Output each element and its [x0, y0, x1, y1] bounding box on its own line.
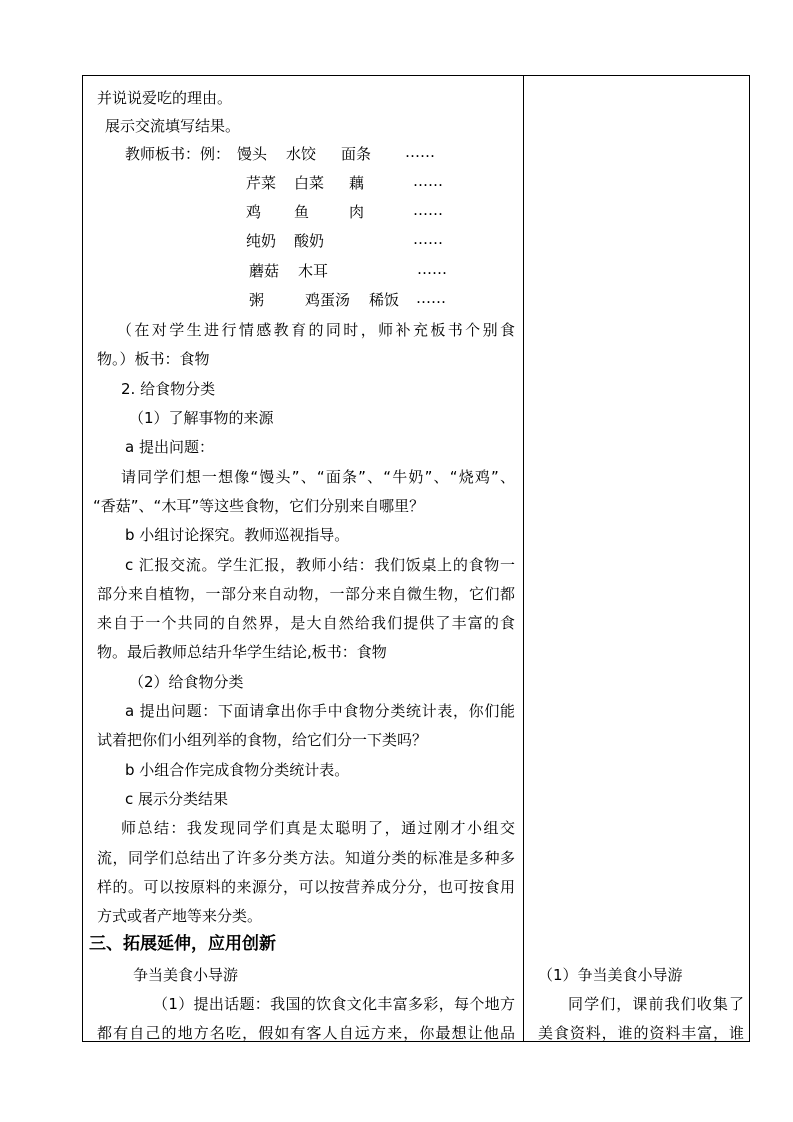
board-item: 蘑菇 [249, 262, 280, 280]
board-item: 鱼 [294, 203, 310, 221]
guide-title: 争当美食小导游 [133, 966, 239, 984]
summary-line: 师总结：我发现同学们真是太聪明了，通过刚才小组交 [121, 819, 515, 837]
step2-title: 2. 给食物分类 [121, 380, 216, 398]
show-result-line: c 展示分类结果 [125, 790, 229, 808]
lesson-plan-table [82, 75, 750, 1042]
board-item: 面条 [341, 145, 372, 163]
board-item: 水饺 [286, 145, 317, 163]
board-item: 肉 [349, 203, 365, 221]
topic-line: （1）提出话题：我国的饮食文化丰富多彩，每个地方 [153, 995, 515, 1013]
right-line: 同学们，课前我们收集了 [568, 995, 744, 1013]
board-label: 教师板书：例： [125, 145, 231, 163]
note-line: 物。）板书：食物 [97, 350, 210, 368]
summary-line: 样的。可以按原料的来源分，可以按营养成分分，也可按食用 [97, 878, 515, 896]
step2-1-title: （1）了解事物的来源 [129, 409, 274, 427]
question2-line: a 提出问题：下面请拿出你手中食物分类统计表，你们能 [125, 702, 515, 720]
board-ellipsis: …… [417, 260, 447, 278]
question2-line: 试着把你们小组列举的食物，给它们分一下类吗？ [97, 731, 428, 749]
report-line: 物。最后教师总结升华学生结论,板书：食物 [97, 643, 387, 661]
board-ellipsis: …… [413, 230, 443, 248]
cooperate-line: b 小组合作完成食物分类统计表。 [125, 761, 350, 779]
board-ellipsis: …… [413, 201, 443, 219]
board-item: 纯奶 [246, 232, 277, 250]
report-line: c 汇报交流。学生汇报，教师小结：我们饭桌上的食物一 [125, 556, 515, 574]
intro-line: 并说说爱吃的理由。 [97, 89, 233, 107]
board-ellipsis: …… [405, 143, 435, 161]
show-exchange-line: 展示交流填写结果。 [105, 117, 241, 135]
board-ellipsis: …… [413, 172, 443, 190]
section-heading: 三、拓展延伸，应用创新 [89, 934, 276, 954]
board-ellipsis: …… [416, 289, 446, 307]
report-line: 来自于一个共同的自然界，是大自然给我们提供了丰富的食 [97, 614, 515, 632]
board-item: 稀饭 [369, 291, 400, 309]
board-item: 鸡蛋汤 [305, 291, 351, 309]
right-guide-title: （1）争当美食小导游 [538, 966, 683, 984]
board-item: 粥 [249, 291, 265, 309]
board-item: 芹菜 [246, 174, 277, 192]
report-line: 部分来自植物，一部分来自动物，一部分来自微生物，它们都 [97, 585, 515, 603]
board-item: 馒头 [237, 145, 268, 163]
board-item: 鸡 [246, 203, 262, 221]
discuss-line: b 小组讨论探究。教师巡视指导。 [125, 526, 350, 544]
board-item: 藕 [349, 174, 365, 192]
design-intent-column [524, 76, 750, 1041]
board-item: 酸奶 [294, 232, 325, 250]
question-line: “香菇”、“木耳”等这些食物，它们分别来自哪里？ [93, 497, 425, 515]
board-item: 木耳 [298, 262, 329, 280]
question-line: 请同学们想一想像“馒头”、“面条”、“牛奶”、“烧鸡”、 [121, 468, 515, 486]
question-label: a 提出问题： [125, 438, 214, 456]
summary-line: 流，同学们总结出了许多分类方法。知道分类的标准是多种多 [97, 849, 515, 867]
teaching-process-column [83, 76, 523, 1041]
right-line: 美食资料，谁的资料丰富，谁 [538, 1024, 744, 1042]
topic-line: 都有自己的地方名吃，假如有客人自远方来，你最想让他品 [97, 1024, 515, 1042]
board-item: 白菜 [294, 174, 325, 192]
summary-line: 方式或者产地等来分类。 [97, 907, 263, 925]
note-line: （在对学生进行情感教育的同时，师补充板书个别食 [117, 321, 515, 339]
step2-2-title: （2）给食物分类 [129, 673, 244, 691]
